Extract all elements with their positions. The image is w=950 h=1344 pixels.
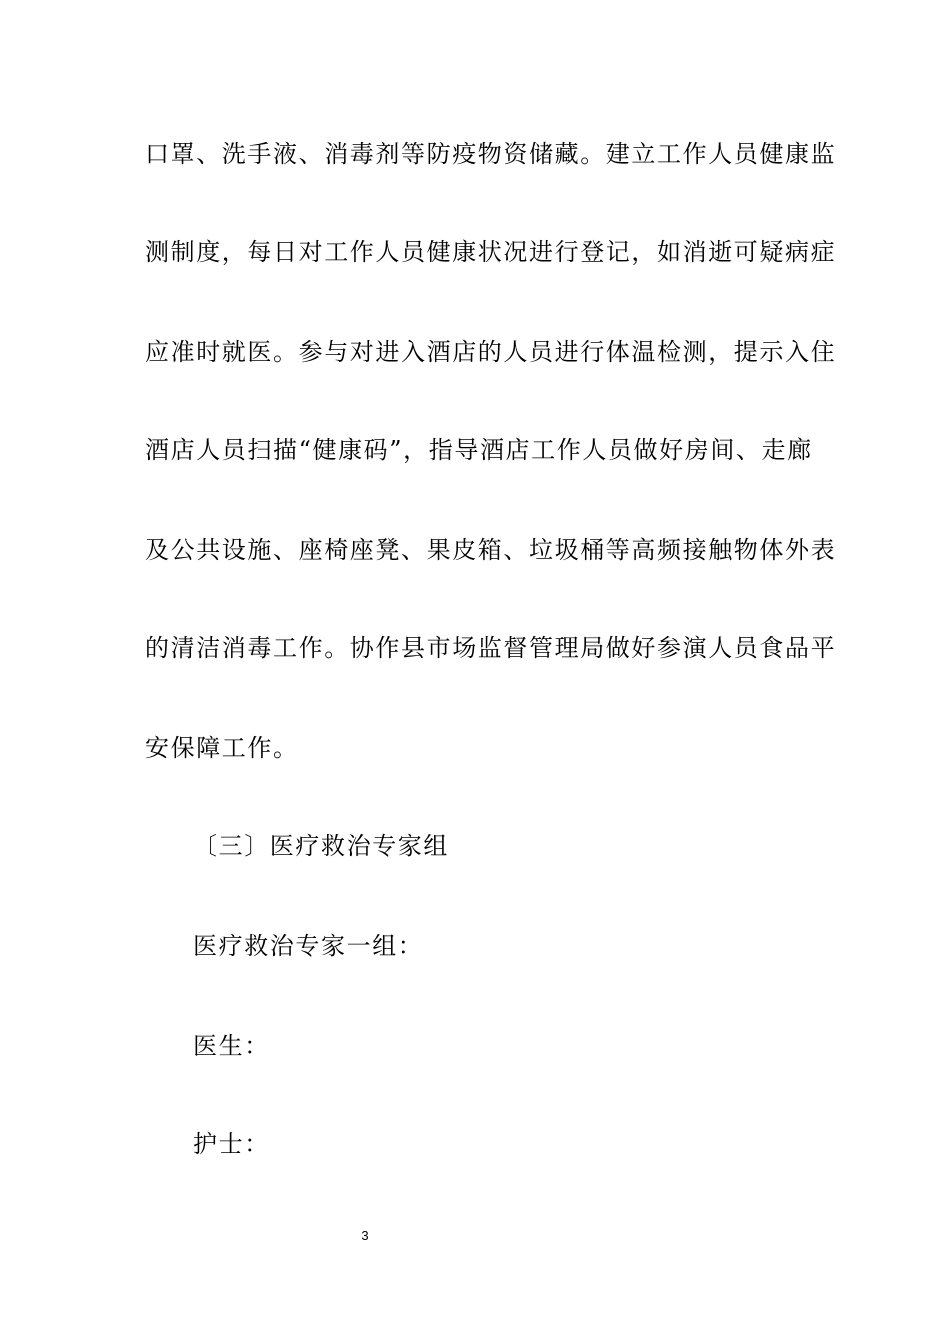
section-heading: 〔三〕医疗救治专家组 — [193, 832, 449, 860]
paragraph-line-5: 及公共设施、座椅座凳、果皮箱、垃圾桶等高频接触物体外表 — [145, 536, 837, 564]
paragraph-line-7: 安保障工作。 — [145, 734, 299, 762]
paragraph-line-1: 口罩、洗手液、消毒剂等防疫物资储藏。建立工作人员健康监 — [145, 140, 837, 168]
paragraph-line-4: 酒店人员扫描“健康码”，指导酒店工作人员做好房间、走廊 — [145, 436, 813, 464]
paragraph-line-2: 测制度，每日对工作人员健康状况进行登记，如消逝可疑病症 — [145, 238, 837, 266]
nurse-label: 护士： — [193, 1130, 270, 1158]
paragraph-line-6: 的清洁消毒工作。协作县市场监督管理局做好参演人员食品平 — [145, 634, 837, 662]
group-label: 医疗救治专家一组： — [193, 932, 424, 960]
doctor-label: 医生： — [193, 1032, 270, 1060]
page-number: 3 — [361, 1228, 369, 1243]
paragraph-line-3: 应准时就医。参与对进入酒店的人员进行体温检测，提示入住 — [145, 338, 837, 366]
